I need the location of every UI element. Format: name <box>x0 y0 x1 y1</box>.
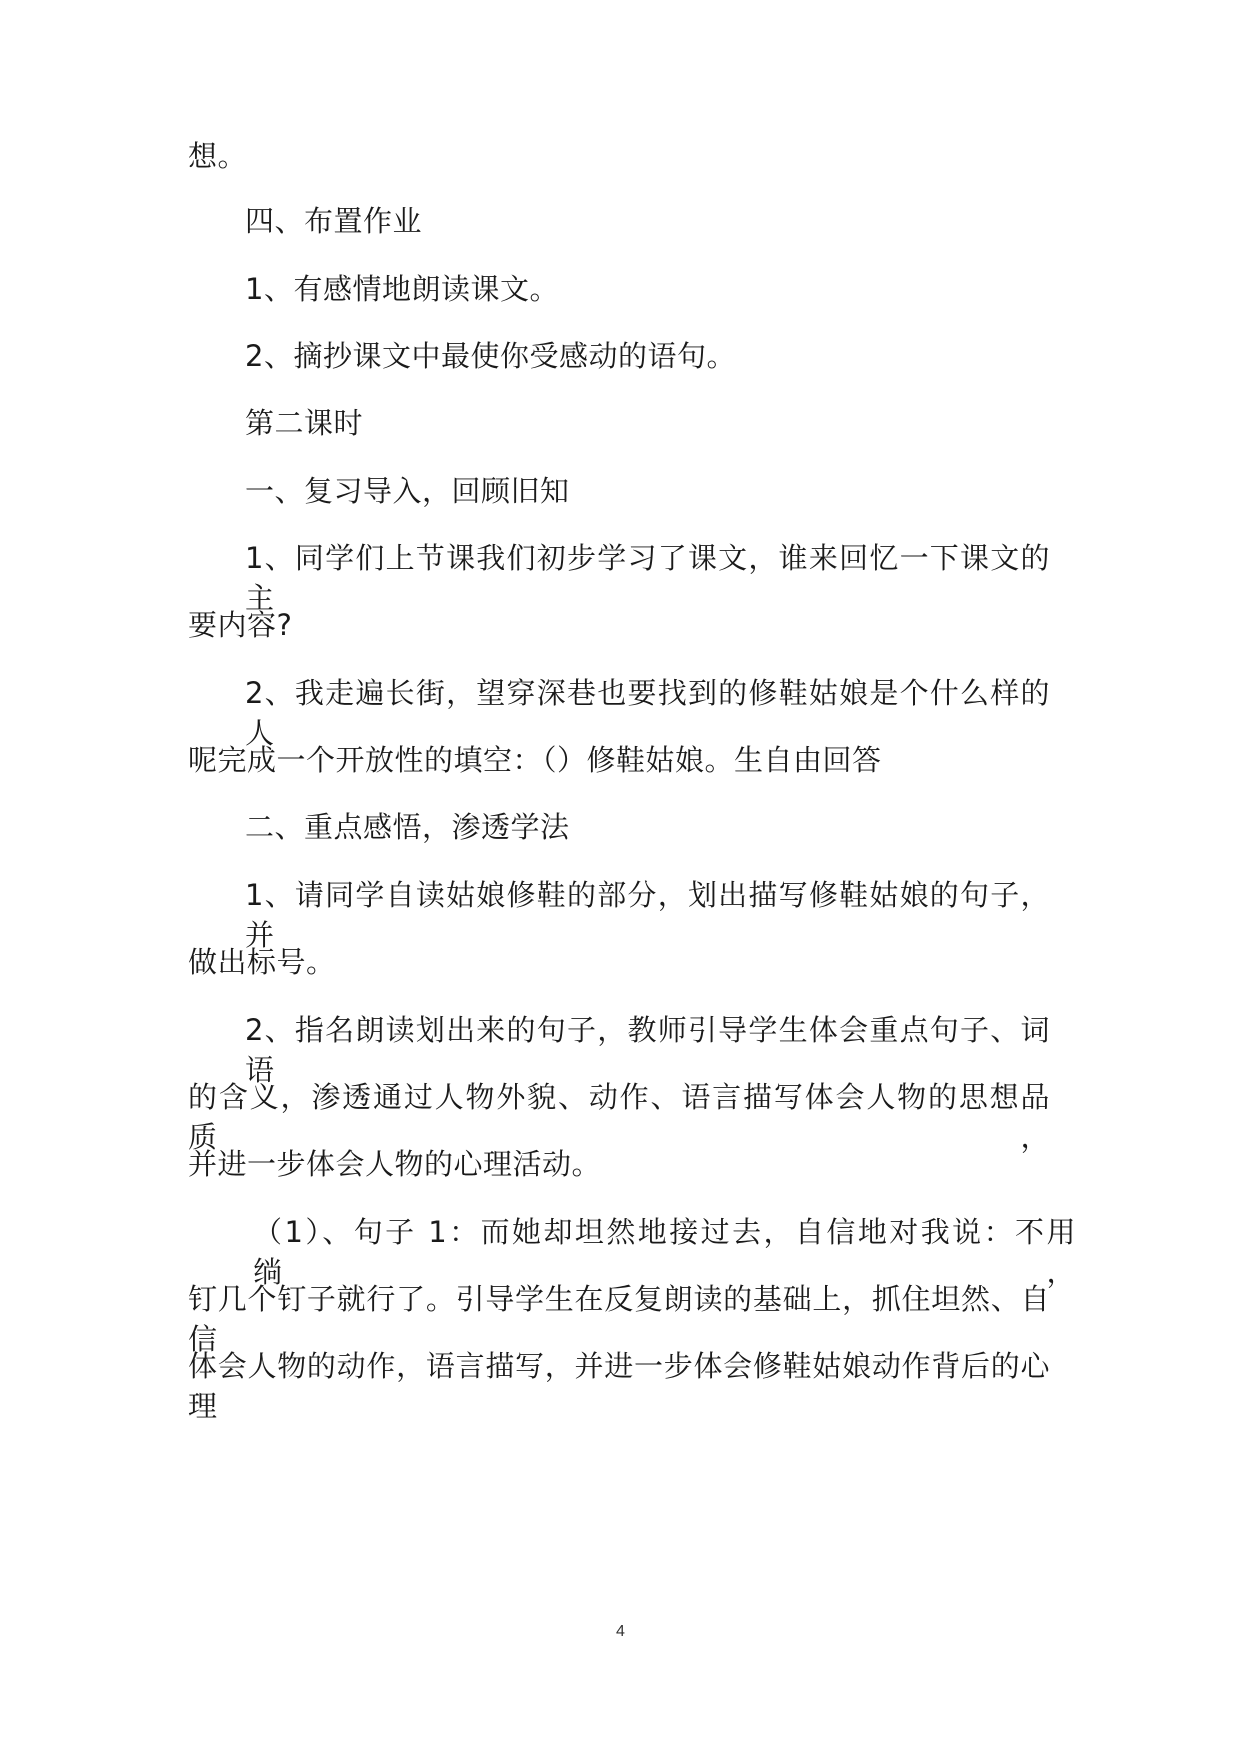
text-line: 1、同学们上节课我们初步学习了课文，谁来回忆一下课文的主 <box>245 541 1050 615</box>
text-line: 体会人物的动作，语言描写，并进一步体会修鞋姑娘动作背后的心理 <box>188 1349 1050 1423</box>
section-heading: 一、复习导入，回顾旧知 <box>245 474 570 508</box>
text-line: 1、请同学自读姑娘修鞋的部分，划出描写修鞋姑娘的句子，并 <box>245 878 1050 952</box>
text-line: 2、摘抄课文中最使你受感动的语句。 <box>245 339 736 373</box>
section-heading: 第二课时 <box>245 406 364 440</box>
text-line: （1）、句子 1：而她却坦然地接过去，自信地对我说：不用绱， <box>253 1215 1076 1289</box>
text-line: 钉几个钉子就行了。引导学生在反复朗读的基础上，抓住坦然、自信 <box>188 1282 1050 1356</box>
page-number: 4 <box>616 1623 625 1640</box>
section-heading: 二、重点感悟，渗透学法 <box>245 810 570 844</box>
section-heading: 四、布置作业 <box>245 204 423 238</box>
text-line: 想。 <box>188 139 248 173</box>
text-line: 2、指名朗读划出来的句子，教师引导学生体会重点句子、词语 <box>245 1013 1050 1087</box>
text-line: 要内容? <box>188 608 293 642</box>
text-line: 做出标号。 <box>188 945 336 979</box>
text-line: 并进一步体会人物的心理活动。 <box>188 1147 602 1181</box>
text-line: 1、有感情地朗读课文。 <box>245 272 559 306</box>
text-line: 2、我走遍长街，望穿深巷也要找到的修鞋姑娘是个什么样的人 <box>245 676 1050 750</box>
text-line: 的含义，渗透通过人物外貌、动作、语言描写体会人物的思想品质， <box>188 1080 1050 1154</box>
text-line: 呢完成一个开放性的填空：（）修鞋姑娘。生自由回答 <box>188 743 882 777</box>
